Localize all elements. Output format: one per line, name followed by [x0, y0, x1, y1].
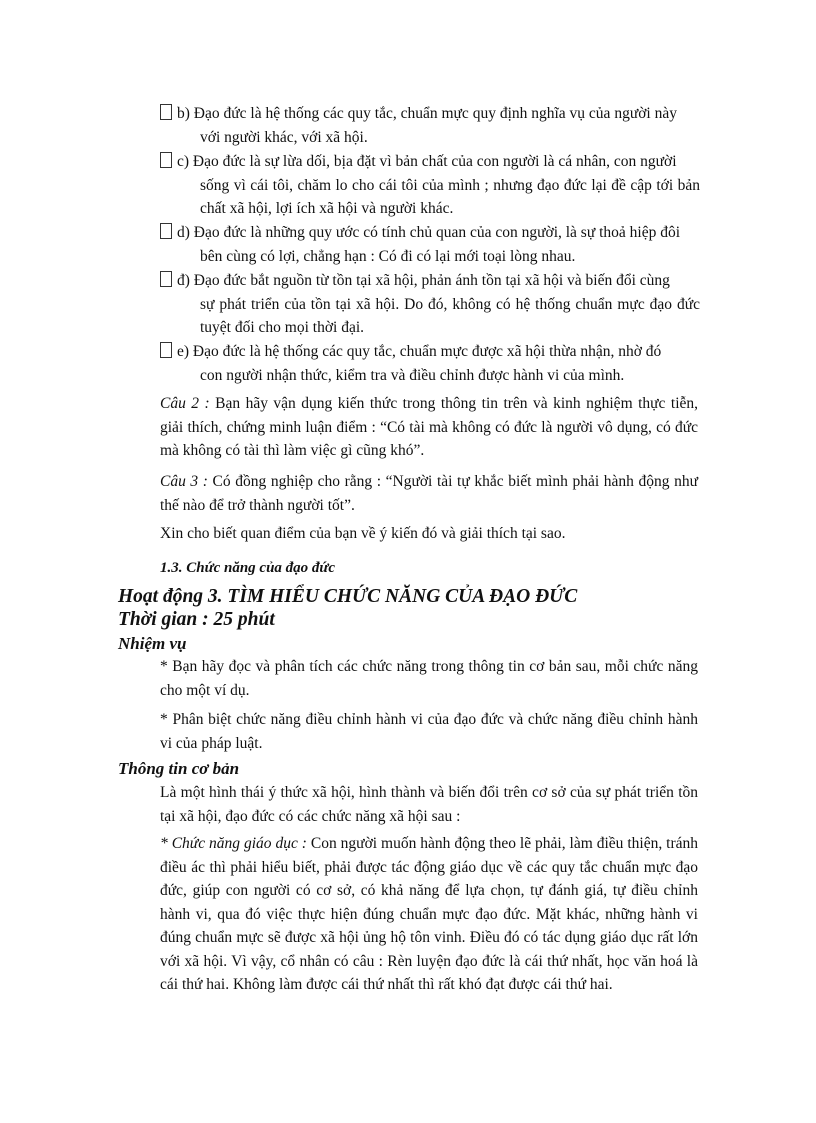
question-2: [160, 392, 698, 463]
option-d-rest: bên cùng có lợi, chẳng hạn : Có đi có lại mới toại lòng nhau.: [200, 247, 576, 265]
task-2: * Phân biệt chức năng điều chỉnh hành vi của đạo đức và chức năng điều chỉnh hành vi của pháp luật.: [160, 711, 698, 752]
question-2-text: Bạn hãy vận dụng kiến thức trong thông tin trên và kinh nghiệm thực tiễn, giải thích, chứng minh luận điểm : “Có tài mà không có đức là người vô dụng, có đức mà không có tài thì làm việc gì cũng khó”.: [160, 395, 699, 459]
checkbox-icon[interactable]: [160, 342, 172, 358]
activity-title: Hoạt động 3. TÌM HIỂU CHỨC NĂNG CỦA ĐẠO ĐỨC: [118, 586, 578, 607]
question-3-text: Có đồng nghiệp cho rằng : “Người tài tự khắc biết mình phải hành động như thế nào để trở thành người tốt”.: [160, 473, 699, 514]
opinion-prompt: Xin cho biết quan điểm của bạn về ý kiến đó và giải thích tại sao.: [160, 525, 566, 542]
option-b-line1: b) Đạo đức là hệ thống các quy tắc, chuẩn mực quy định nghĩa vụ của người này: [177, 105, 677, 122]
option-dd-line1: đ) Đạo đức bắt nguồn từ tồn tại xã hội, phản ánh tồn tại xã hội và biến đổi cùng: [177, 272, 670, 289]
option-c-rest: sống vì cái tôi, chăm lo cho cái tôi của mình ; nhưng đạo đức lại đề cập tới bản chất xã hội, lợi ích xã hội và người khác.: [200, 176, 700, 217]
option-b: [160, 102, 700, 149]
info-intro: Là một hình thái ý thức xã hội, hình thành và biến đổi trên cơ sở của sự phát triển tồn tại xã hội, đạo đức có các chức năng xã hội sau :: [160, 784, 698, 825]
option-dd: [160, 269, 700, 340]
option-d-line1: d) Đạo đức là những quy ước có tính chủ quan của con người, là sự thoả hiệp đôi: [177, 224, 681, 241]
question-3-label: Câu 3 :: [160, 473, 208, 490]
option-e-line1: e) Đạo đức là hệ thống các quy tắc, chuẩn mực được xã hội thừa nhận, nhờ đó: [177, 343, 662, 360]
task-heading: Nhiệm vụ: [118, 634, 187, 653]
option-dd-rest: sự phát triển của tồn tại xã hội. Do đó, không có hệ thống chuẩn mực đạo đức tuyệt đối cho mọi thời đại.: [200, 295, 700, 336]
task-1: * Bạn hãy đọc và phân tích các chức năng trong thông tin cơ bản sau, mỗi chức năng cho một ví dụ.: [160, 658, 698, 699]
section-heading: 1.3. Chức năng của đạo đức: [160, 560, 336, 576]
option-e-rest: con người nhận thức, kiểm tra và điều chỉnh được hành vi của mình.: [200, 366, 625, 384]
checkbox-icon[interactable]: [160, 152, 172, 168]
option-c-line1: c) Đạo đức là sự lừa dối, bịa đặt vì bản chất của con người là cá nhân, con người: [177, 153, 677, 170]
education-function-text: Con người muốn hành động theo lẽ phải, làm điều thiện, tránh điều ác thì phải hiểu biết, phải được tác động giáo dục về các quy tắc chuẩn mực đạo đức, giúp con người có cơ sở, có khả năng để lựa chọn, tự đánh giá, tự điều chỉnh hành vi, qua đó việc thực hiện đúng chuẩn mực đạo đức. Mặt khác, những hành vi đúng chuẩn mực sẽ được xã hội ủng hộ tôn vinh. Điều đó có tác dụng giáo dục rất lớn với xã hội. Vì vậy, cổ nhân có câu : Rèn luyện đạo đức là cái thứ nhất, học văn hoá là cái thứ hai. Không làm được cái thứ nhất thì rất khó đạt được cái thứ hai.: [160, 835, 698, 993]
checkbox-icon[interactable]: [160, 271, 172, 287]
education-function: [160, 832, 698, 997]
education-function-label: * Chức năng giáo dục :: [160, 835, 307, 852]
info-heading: Thông tin cơ bản: [118, 759, 240, 778]
question-2-label: Câu 2 :: [160, 395, 210, 412]
option-e: [160, 340, 700, 387]
checkbox-icon[interactable]: [160, 223, 172, 239]
option-d: [160, 221, 700, 268]
option-b-rest: với người khác, với xã hội.: [200, 128, 368, 146]
checkbox-icon[interactable]: [160, 104, 172, 120]
question-3: [160, 470, 698, 517]
time-label: Thời gian : 25 phút: [118, 609, 275, 630]
option-c: [160, 150, 700, 221]
